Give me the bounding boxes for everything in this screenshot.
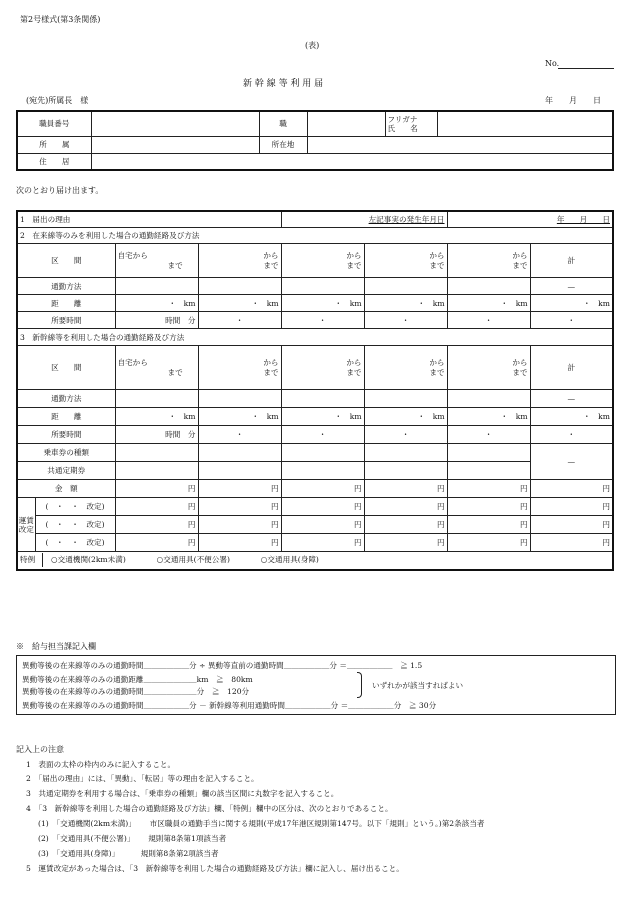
s3-seg1[interactable]: 自宅から まで [115,346,198,390]
note-3: 3 共通定期券を利用する場合は、「乗車券の種類」欄の該当区間に丸数字を記入すること。 [26,789,339,798]
section3-label: 3 新幹線等を利用した場合の通勤経路及び方法 [17,329,613,346]
brace [357,672,362,698]
s2-seg2[interactable]: から まで [198,244,281,278]
s2-seg1[interactable]: 自宅から まで [115,244,198,278]
fact-date-label: 左記事実の発生年月日 [281,211,447,228]
s2-distance-label: 距 離 [17,295,115,312]
s2-time-label: 所要時間 [17,312,115,329]
special-label: 特例 [20,555,36,565]
location-field[interactable] [307,136,613,153]
address-label: 住 居 [17,153,91,170]
s2-seg4[interactable]: から まで [364,244,447,278]
page-side: (表) [305,41,320,50]
name-label: フリガナ 氏 名 [385,111,437,136]
note-1: 1 表面の太枠の枠内のみに記入すること。 [26,760,176,769]
s2-seg5[interactable]: から まで [447,244,530,278]
special-opt2[interactable]: ○交通用具(不便公署) [156,555,230,565]
s3-total-label: 計 [530,346,613,390]
staff-no-label: 職員番号 [17,111,91,136]
s3-seg5[interactable]: から まで [447,346,530,390]
dept-field[interactable] [91,136,259,153]
submit-date[interactable]: 年 月 日 [545,96,601,105]
no-label: No. [545,59,560,68]
employee-table [16,110,614,171]
payroll-title: ※ 給与担当課記入欄 [16,642,96,651]
s2-total-label: 計 [530,244,613,278]
note-4: 4 「3 新幹線等を利用した場合の通勤経路及び方法」欄、「特例」欄中の区分は、次のとおりであること。 [26,804,393,813]
s3-seg2[interactable]: から まで [198,346,281,390]
payroll-line1: 異動等後の在来線等のみの通勤時間＿＿＿＿＿＿分 ÷ 異動等直前の通勤時間＿＿＿＿＿＿分 ＝＿＿＿＿＿＿ ≧ 1.5 [22,661,423,670]
staff-no-field[interactable] [91,111,259,136]
s2-seg3[interactable]: から まで [281,244,364,278]
payroll-line3: 異動等後の在来線等のみの通勤時間＿＿＿＿＿＿＿分 ≧ 120分 [22,687,250,696]
dept-label: 所 属 [17,136,91,153]
notes-title: 記入上の注意 [16,745,64,754]
s3-seg3[interactable]: から まで [281,346,364,390]
form-number: 第2号様式(第3条関係) [20,15,101,24]
payroll-line2: 異動等後の在来線等のみの通勤距離＿＿＿＿＿＿＿km ≧ 80km [22,675,253,684]
ticket-type-label: 乗車券の種類 [17,444,115,462]
fare-change-label: 運賃改定 [17,498,35,552]
position-label: 職 [259,111,307,136]
s2-method-label: 通勤方法 [17,278,115,295]
fact-date-field[interactable]: 年 月 日 [447,211,613,228]
s3-time-label: 所要時間 [17,426,115,444]
payroll-line4: 異動等後の在来線等のみの通勤時間＿＿＿＿＿＿分 － 新幹線等利用通勤時間＿＿＿＿＿＿分 ＝＿＿＿＿＿＿分 ≧ 30分 [22,701,437,710]
s2-interval-label: 区 間 [17,244,115,278]
intro-text: 次のとおり届け出ます。 [16,186,104,195]
section1-label: 1 届出の理由 [17,211,281,228]
special-opt3[interactable]: ○交通用具(身障) [260,555,319,565]
s2-method-dash: — [530,278,613,295]
note-4-1: (1) 「交通機関(2km未満)」 市区職員の通勤手当に関する規則(平成17年港区規則第147号。以下「規則」という。)第2条該当者 [38,819,485,828]
common-pass-label: 共通定期券 [17,462,115,480]
s3-interval-label: 区 間 [17,346,115,390]
form-title: 新 幹 線 等 利 用 届 [243,79,324,89]
amount-label: 金 額 [17,480,115,498]
note-4-3: (3) 「交通用具(身障)」 規則第8条第2項該当者 [38,849,219,858]
s3-method-label: 通勤方法 [17,390,115,408]
special-row [17,552,613,570]
position-field[interactable] [307,111,385,136]
location-label: 所在地 [259,136,307,153]
addressee: (宛先)所属長 様 [26,96,89,105]
note-4-2: (2) 「交通用具(不便公署)」 規則第8条第1項該当者 [38,834,227,843]
name-field[interactable] [437,111,613,136]
payroll-either: いずれかが該当すればよい [372,681,464,690]
address-field[interactable] [91,153,613,170]
s3-seg4[interactable]: から まで [364,346,447,390]
note-5: 5 運賃改定があった場合は、「3 新幹線等を利用した場合の通勤経路及び方法」欄に記入し、届け出ること。 [26,864,404,873]
ticket-dash: — [530,444,613,480]
route-table: 1 届出の理由 左記事実の発生年月日 年 月 日 2 在来線等のみを利用した場合の通勤経路及び方法 区 間 自宅から まで から まで から まで から まで から まで 計 通勤方法 — 距 離 ・ km ・ km ・ km ・ km ・ km ・ km 所要時間 時間 分 ・ ・ ・ ・ ・ 3 新幹線等を利用した場合の通勤経路及び方法 区 間 自宅から まで から まで から まで から まで から まで 計 通勤方法 — 距 離 ・ km ・ km ・ km ・ km ・ km ・ km 所要時間 時間 分 ・ ・ ・ ・ ・ 乗車券の種類 — 共通定期券 金 額 円 円 円 円 円 円 運賃改定 ( ・ ・ 改定) 円 円 円 円 円 円 ( ・ ・ 改定) 円 円 円 円 円 円 ( ・ ・ 改定) 円 円 円 円 円 円 特例 ○交通機関(2km未満) ○交通用具(不便公署) ○交通用具(身障) [16,210,614,571]
section2-label: 2 在来線等のみを利用した場合の通勤経路及び方法 [17,228,613,244]
s3-distance-label: 距 離 [17,408,115,426]
note-2: 2 「届出の理由」には、「異動」、「転居」等の理由を記入すること。 [26,774,259,783]
special-opt1[interactable]: ○交通機関(2km未満) [51,555,126,565]
s3-method-dash: — [530,390,613,408]
